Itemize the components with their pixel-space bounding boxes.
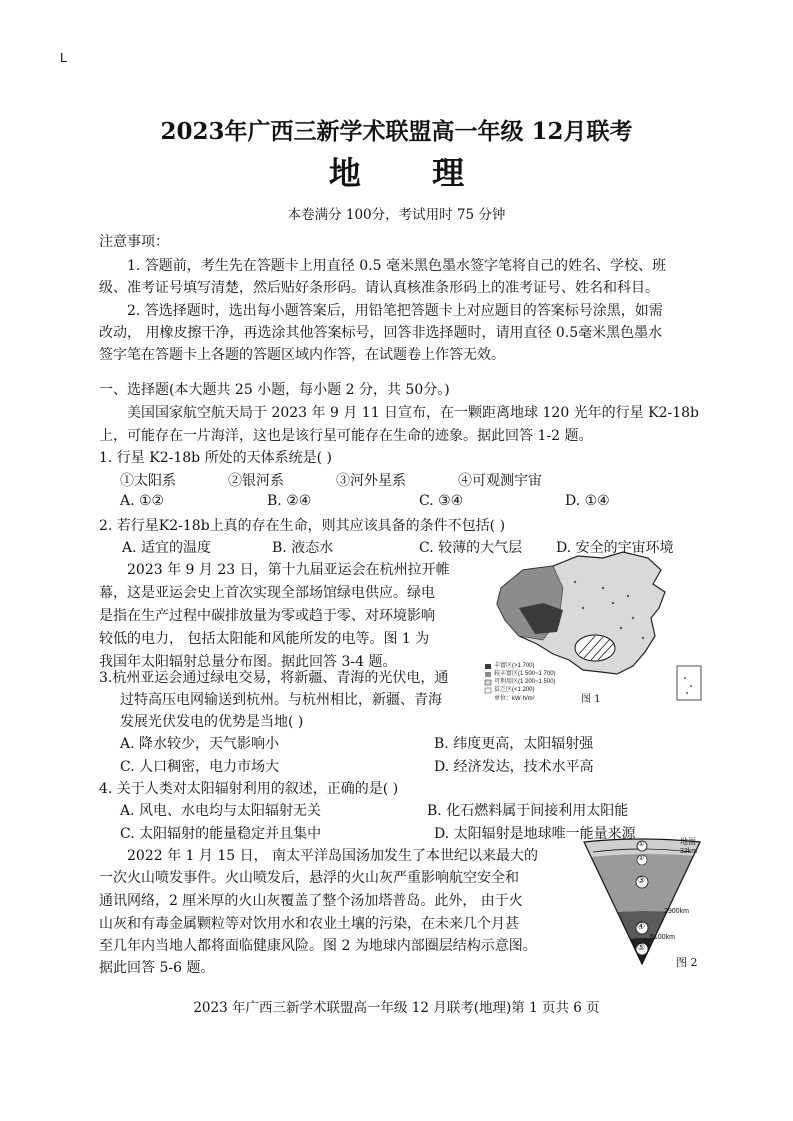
passage-line: 较低的电力， 包括太阳能和风能所发的电等。图 1 为 — [99, 631, 430, 647]
notice-line: 签字笔在答题卡上各题的答题区域内作答，在试题卷上作答无效。 — [99, 347, 505, 363]
q1-item: ①太阳系 — [120, 473, 176, 489]
q2-option-a: A. 适宜的温度 — [122, 540, 212, 556]
q4-option-c: C. 太阳辐射的能量稳定并且集中 — [120, 826, 322, 842]
q1-option-d: D. ①④ — [565, 493, 610, 509]
figure-1-caption: 图 1 — [581, 694, 601, 705]
figure-2-earth-layers — [580, 836, 720, 971]
q1-item: ③河外星系 — [336, 473, 406, 489]
corner-mark: L — [60, 50, 68, 65]
q1-option-c: C. ③④ — [419, 493, 464, 509]
q4-option-b: B. 化石燃料属于间接利用太阳能 — [427, 803, 629, 819]
question-3-stem: 发展光伏发电的优势是当地( ) — [120, 714, 304, 730]
passage-line: 一次火山喷发事件。火山喷发后，悬浮的火山灰严重影响航空安全和 — [99, 870, 519, 886]
figure-2-caption: 图 2 — [676, 956, 698, 969]
q3-option-c: C. 人口稠密，电力市场大 — [120, 759, 280, 775]
notice-line: 改动， 用橡皮擦干净，再选涂其他答案标号，回答非选择题时，请用直径 0.5毫米黑色墨水 — [99, 325, 663, 341]
notice-heading: 注意事项： — [99, 234, 169, 250]
notice-line: 1. 答题前，考生先在答题卡上用直径 0.5 毫米黑色墨水签字笔将自己的姓名、学校、班 — [127, 258, 666, 274]
q3-option-a: A. 降水较少，天气影响小 — [120, 736, 280, 752]
intro-line: 美国国家航空航天局于 2023 年 9 月 11 日宣布，在一颗距离地球 120 光年的行星 K2-18b — [127, 405, 699, 421]
earth-interior-diagram — [580, 836, 720, 971]
question-3-stem: 3.杭州亚运会通过绿电交易，将新疆、青海的光伏电，通 — [99, 670, 449, 686]
page-footer: 2023 年广西三新学术联盟高一年级 12 月联考(地理)第 1 页共 6 页 — [193, 1000, 600, 1016]
question-2-stem: 2. 若行星K2-18b上真的存在生命，则其应该具备的条件不包括( ) — [99, 518, 506, 534]
exam-meta: 本卷满分 100分，考试用时 75 分钟 — [287, 207, 506, 223]
q4-option-d: D. 太阳辐射是地球唯一能量来源 — [434, 826, 636, 842]
depth-label: 5100km — [650, 934, 675, 941]
passage-line: 山灰和有毒金属颗粒等对饮用水和农业土壤的污染，在未来几个月甚 — [99, 916, 519, 932]
question-4-stem: 4. 关于人类对太阳辐射利用的叙述，正确的是( ) — [99, 781, 399, 797]
exam-title: 2023年广西三新学术联盟高一年级 12月联考 — [160, 118, 633, 145]
q2-option-d: D. 安全的宇宙环境 — [556, 540, 674, 556]
legend-unit: 单位：kW·h/m² — [494, 696, 535, 702]
layer-label: ④ — [637, 922, 646, 932]
q1-option-b: B. ②④ — [267, 493, 312, 509]
question-3-stem: 过特高压电网输送到杭州。与杭州相比，新疆、青海 — [120, 692, 442, 708]
section-heading: 一、选择题(本大题共 25 小题，每小题 2 分，共 50分。) — [99, 382, 450, 398]
legend-item: 可利用区(1 200~1 500) — [494, 679, 556, 685]
legend-item: 丰富区(>1 700) — [494, 663, 535, 669]
depth-label: 33km — [680, 848, 698, 855]
intro-line: 上，可能存在一片海洋，这也是该行星可能存在生命的迹象。据此回答 1-2 题。 — [99, 428, 593, 444]
legend-item: 贫乏区(<1 200) — [494, 687, 535, 693]
notice-line: 2. 答选择题时，选出每小题答案后，用铅笔把答题卡上对应题目的答案标号涂黑，如需 — [127, 303, 663, 319]
layer-label: ⑤ — [637, 943, 646, 953]
surface-label: 地面 — [680, 837, 696, 846]
q2-option-c: C. 较薄的大气层 — [419, 540, 523, 556]
passage-line: 据此回答 5-6 题。 — [99, 960, 215, 976]
q4-option-a: A. 风电、水电均与太阳辐射无关 — [120, 803, 322, 819]
passage-line: 幕，这是亚运会史上首次实现全部场馆绿电供应。绿电 — [99, 585, 435, 601]
figure-1-solar-map — [483, 548, 705, 708]
q2-option-b: B. 液态水 — [272, 540, 334, 556]
passage-line: 是指在生产过程中碳排放量为零或趋于零、对环境影响 — [99, 608, 435, 624]
legend-item: 较丰富区(1 500~1 700) — [494, 671, 556, 677]
depth-label: 2900km — [664, 908, 689, 915]
passage-line: 2023 年 9 月 23 日，第十九届亚运会在杭州拉开帷 — [127, 562, 450, 578]
notice-line: 级、准考证号填写清楚，然后贴好条形码。请认真核准条形码上的准考证号、姓名和科目。 — [99, 280, 659, 296]
layer-label: ③ — [637, 876, 646, 886]
passage-line: 至几年内当地人都将面临健康风险。图 2 为地球内部圈层结构示意图。 — [99, 938, 537, 954]
q1-item: ②银河系 — [228, 473, 284, 489]
q1-item: ④可观测宇宙 — [458, 473, 542, 489]
q3-option-b: B. 纬度更高，太阳辐射强 — [434, 736, 594, 752]
q3-option-d: D. 经济发达，技术水平高 — [434, 759, 594, 775]
passage-line: 我国年太阳辐射总量分布图。据此回答 3-4 题。 — [99, 654, 397, 670]
q1-option-a: A. ①② — [120, 493, 165, 509]
layer-label: ① — [638, 840, 645, 848]
passage-line: 2022 年 1 月 15 日， 南太平洋岛国汤加发生了本世纪以来最大的 — [127, 848, 539, 864]
passage-line: 通讯网络，2 厘米厚的火山灰覆盖了整个汤加塔普岛。此外， 由于火 — [99, 893, 523, 909]
question-1-stem: 1. 行星 K2-18b 所处的天体系统是( ) — [99, 450, 332, 466]
layer-label: ② — [638, 854, 645, 862]
subject-title: 地 理 — [328, 154, 495, 192]
